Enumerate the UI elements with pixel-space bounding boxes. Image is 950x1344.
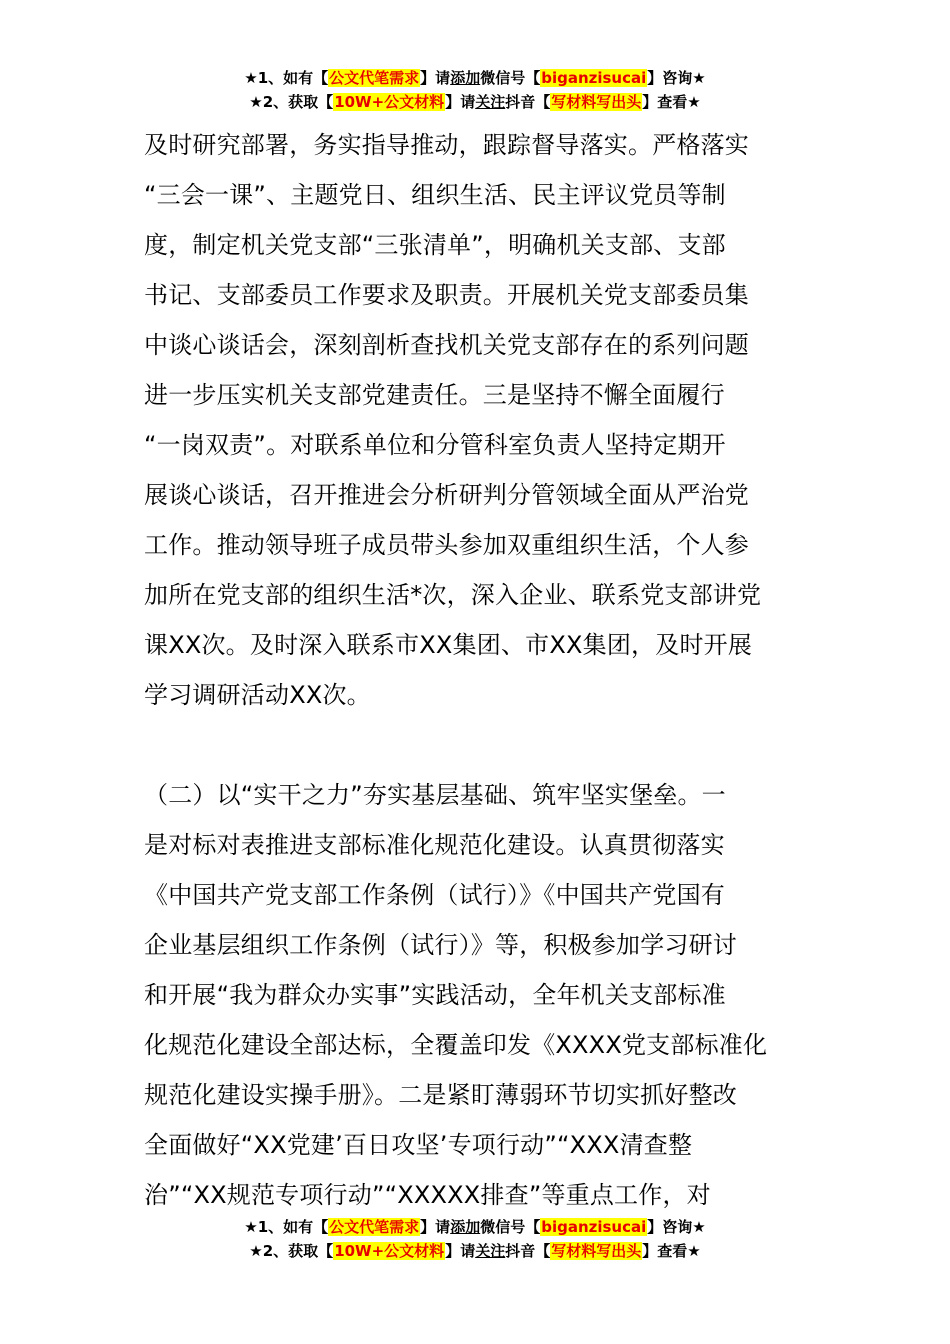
banner-text: 抖音【 — [505, 93, 551, 111]
body-line: 展谈心谈话，召开推进会分析研判分管领域全面从严治党 — [144, 481, 749, 509]
footer-banner — [0, 1215, 950, 1263]
banner-text: ★2、获取【 — [249, 93, 334, 111]
body-line: 加所在党支部的组织生活*次，深入企业、联系党支部讲党 — [144, 581, 762, 609]
banner-text: ★1、如有【 — [244, 1218, 329, 1236]
banner-underlined-text: 添加 — [450, 69, 481, 87]
body-line: 治”“XX规范专项行动”“XXXXX排查”等重点工作，对 — [144, 1181, 711, 1209]
body-line: 全面做好“XX党建’百日攻坚’专项行动”“XXX清查整 — [144, 1131, 693, 1159]
banner-text: ★2、获取【 — [249, 1242, 334, 1260]
banner-underlined-text: 添加 — [450, 1218, 481, 1236]
body-line: “一岗双责”。对联系单位和分管科室负责人坚持定期开 — [144, 431, 726, 459]
banner-text: 微信号【 — [480, 69, 541, 87]
body-line: 中谈心谈话会，深刻剖析查找机关党支部存在的系列问题 — [144, 331, 749, 359]
banner-text: ★1、如有【 — [244, 69, 329, 87]
banner-text: 】请 — [445, 1242, 476, 1260]
banner-text: 】咨询★ — [647, 1218, 706, 1236]
body-line: 度，制定机关党支部“三张清单”，明确机关支部、支部 — [144, 231, 726, 259]
body-line: 进一步压实机关支部党建责任。三是坚持不懈全面履行 — [144, 381, 725, 409]
banner-line-2 — [0, 1239, 950, 1263]
body-line: 企业基层组织工作条例（试行）》等，积极参加学习研讨 — [144, 931, 737, 959]
banner-highlight: 10W+公文材料 — [334, 93, 445, 111]
banner-highlight: biganzisucai — [541, 69, 647, 87]
body-line: 课XX次。及时深入联系市XX集团、市XX集团，及时开展 — [144, 631, 753, 659]
body-line: 工作。推动领导班子成员带头参加双重组织生活，个人参 — [144, 531, 749, 559]
banner-text: 】请 — [445, 93, 476, 111]
banner-highlight: biganzisucai — [541, 1218, 647, 1236]
banner-highlight: 公文代笔需求 — [329, 1218, 420, 1236]
body-line: 书记、支部委员工作要求及职责。开展机关党支部委员集 — [144, 281, 749, 309]
body-line: 和开展“我为群众办实事”实践活动，全年机关支部标准 — [144, 981, 726, 1009]
document-body — [144, 120, 808, 1220]
header-banner — [0, 66, 950, 114]
section-heading-line: （二）以“实干之力”夯实基层基础、筑牢坚实堡垒。一 — [144, 781, 726, 809]
banner-highlight: 10W+公文材料 — [334, 1242, 445, 1260]
banner-text: 】咨询★ — [647, 69, 706, 87]
banner-text: 】请 — [420, 69, 451, 87]
body-line: 是对标对表推进支部标准化规范化建设。认真贯彻落实 — [144, 831, 725, 859]
banner-text: 】查看★ — [642, 93, 701, 111]
paragraph-gap — [144, 720, 808, 770]
banner-highlight: 写材料写出头 — [551, 93, 642, 111]
body-line: 及时研究部署，务实指导推动，跟踪督导落实。严格落实 — [144, 131, 749, 159]
banner-text: 】查看★ — [642, 1242, 701, 1260]
banner-highlight: 公文代笔需求 — [329, 69, 420, 87]
body-line: 《中国共产党支部工作条例（试行）》《中国共产党国有 — [144, 881, 725, 909]
banner-line-1 — [0, 66, 950, 90]
banner-highlight: 写材料写出头 — [551, 1242, 642, 1260]
body-line: 化规范化建设全部达标，全覆盖印发《XXXX党支部标准化 — [144, 1031, 768, 1059]
banner-line-1 — [0, 1215, 950, 1239]
banner-underlined-text: 关注 — [475, 93, 506, 111]
banner-underlined-text: 关注 — [475, 1242, 506, 1260]
body-line: 规范化建设实操手册》。二是紧盯薄弱环节切实抓好整改 — [144, 1081, 737, 1109]
banner-text: 微信号【 — [480, 1218, 541, 1236]
banner-line-2 — [0, 90, 950, 114]
banner-text: 】请 — [420, 1218, 451, 1236]
banner-text: 抖音【 — [505, 1242, 551, 1260]
body-line: 学习调研活动XX次。 — [144, 681, 371, 709]
body-line: “三会一课”、主题党日、组织生活、民主评议党员等制 — [144, 181, 726, 209]
